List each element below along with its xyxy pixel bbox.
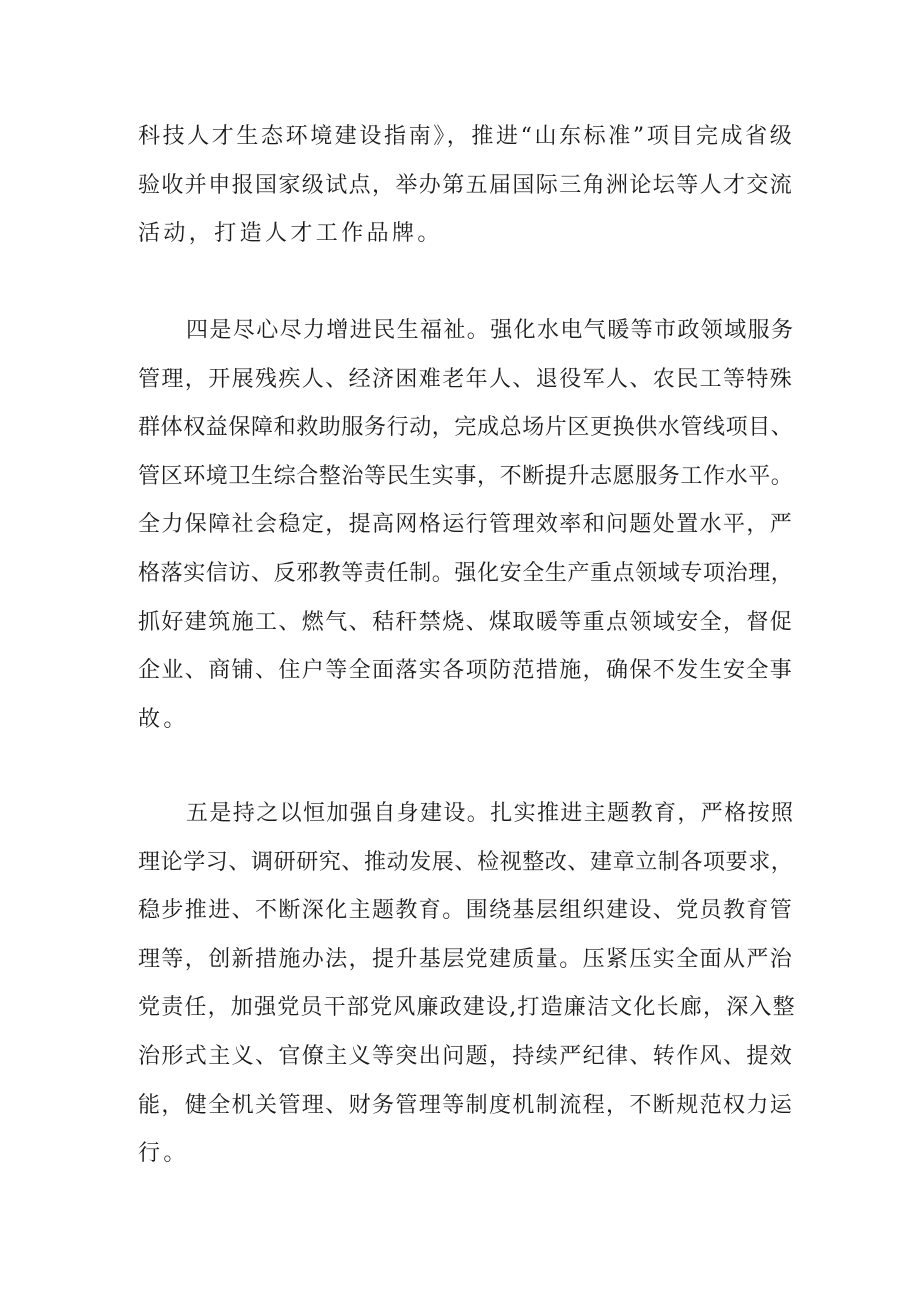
- paragraph-line: 治形式主义、官僚主义等突出问题，持续严纪律、转作风、提效: [138, 1043, 794, 1069]
- paragraph-line: 企业、商铺、住户等全面落实各项防范措施，确保不发生安全事: [138, 658, 794, 684]
- paragraph-self-building: [138, 790, 798, 1179]
- paragraph-line: 抓好建筑施工、燃气、秸秆禁烧、煤取暖等重点领域安全，督促: [138, 609, 794, 635]
- paragraph-line: 群体权益保障和救助服务行动，完成总场片区更换供水管线项目、: [138, 415, 794, 441]
- paragraph-livelihood: [138, 307, 798, 744]
- paragraph-line: 理等，创新措施办法，提升基层党建质量。压紧压实全面从严治: [138, 946, 794, 972]
- paragraph-line: 故。: [138, 706, 189, 732]
- paragraph-line: 全力保障社会稳定，提高网格运行管理效率和问题处置水平，严: [138, 512, 794, 538]
- paragraph-line: 能，健全机关管理、财务管理等制度机制流程，不断规范权力运: [138, 1092, 794, 1118]
- paragraph-line: 管理，开展残疾人、经济困难老年人、退役军人、农民工等特殊: [138, 366, 794, 392]
- paragraph-line: 党责任，加强党员干部党风廉政建设,打造廉洁文化长廊，深入整: [138, 995, 796, 1021]
- paragraph-line: 理论学习、调研研究、推动发展、检视整改、建章立制各项要求，: [138, 849, 794, 875]
- paragraph-line: 格落实信访、反邪教等责任制。强化安全生产重点领域专项治理，: [138, 560, 794, 586]
- paragraph-line: 行。: [138, 1141, 189, 1167]
- paragraph-line: 四是尽心尽力增进民生福祉。强化水电气暖等市政领域服务: [186, 318, 795, 343]
- paragraph-line: 验收并申报国家级试点，举办第五届国际三角洲论坛等人才交流: [138, 172, 794, 198]
- paragraph-talent-ecosystem: [138, 113, 798, 259]
- paragraph-line: 五是持之以恒加强自身建设。扎实推进主题教育，严格按照: [186, 801, 795, 826]
- paragraph-line: 稳步推进、不断深化主题教育。围绕基层组织建设、党员教育管: [138, 898, 794, 924]
- paragraph-line: 科技人才生态环境建设指南》，推进“山东标准”项目完成省级: [138, 124, 795, 149]
- paragraph-line: 管区环境卫生综合整治等民生实事，不断提升志愿服务工作水平。: [138, 463, 794, 489]
- paragraph-line: 活动，打造人才工作品牌。: [138, 221, 443, 247]
